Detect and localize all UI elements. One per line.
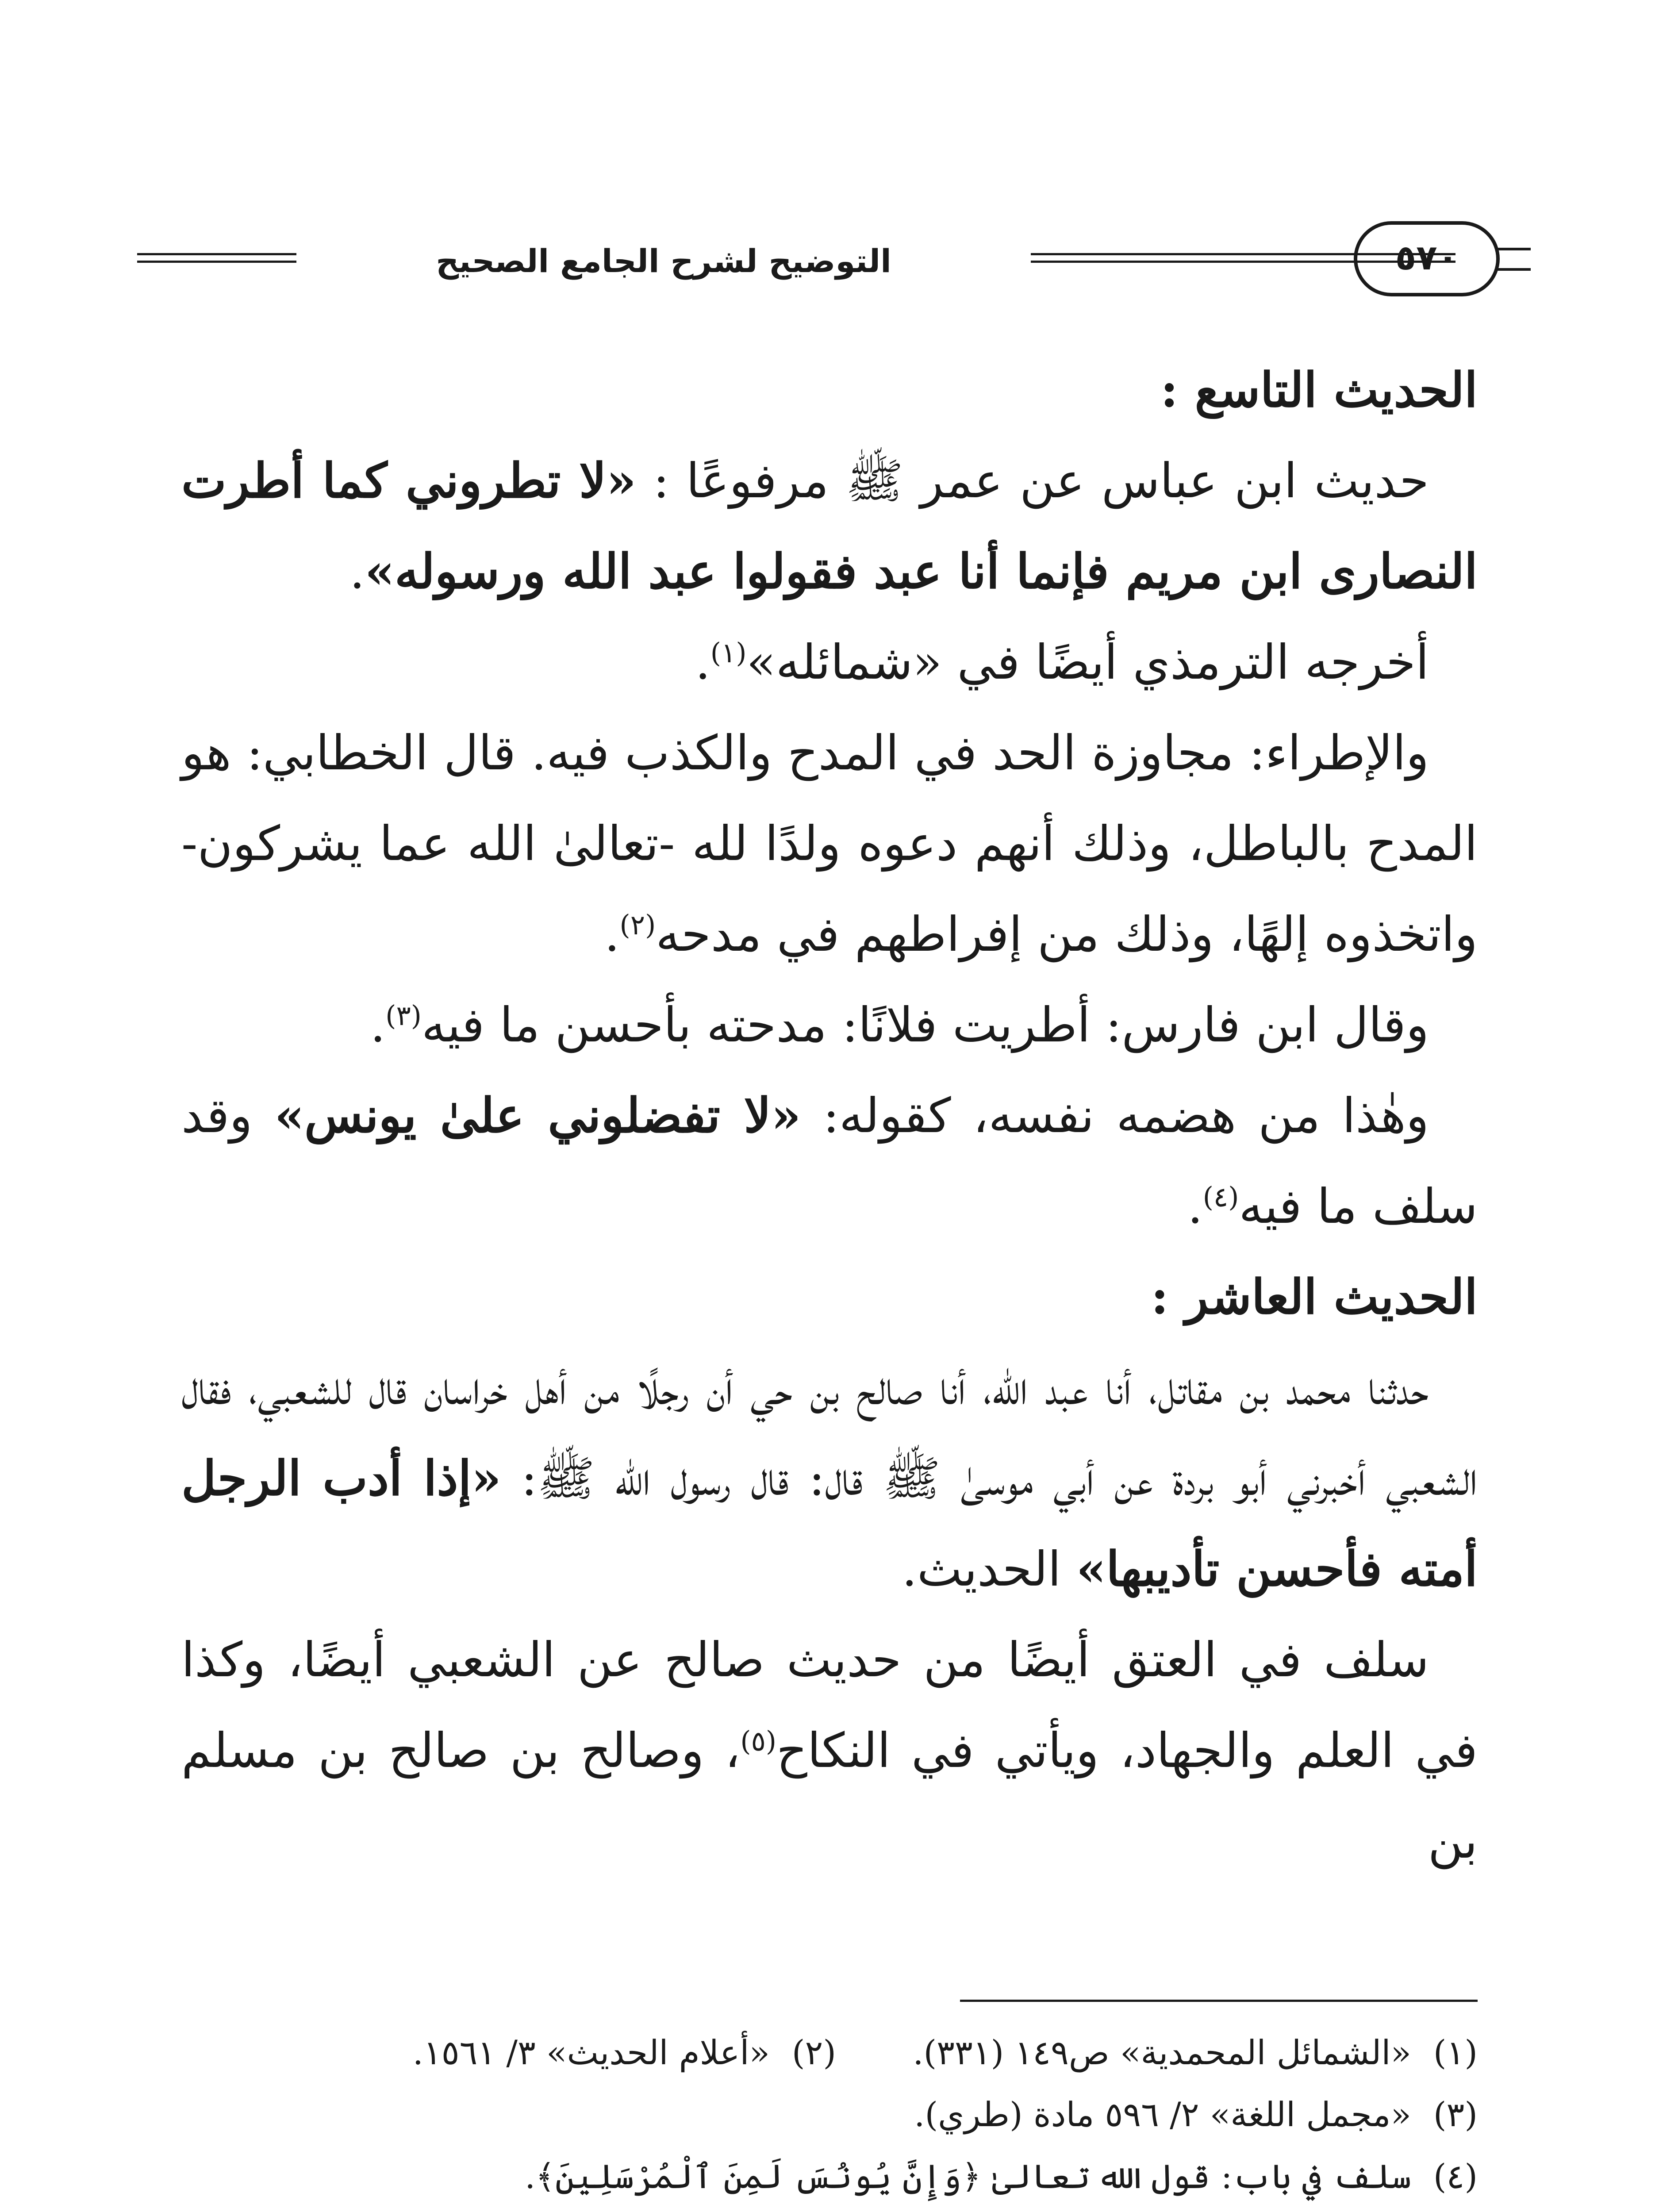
header-ornament [1495,248,1531,271]
footnote-4 [181,2146,1478,2208]
page-number: ٥٧٠ [1395,238,1459,278]
paragraph-text-tail: الحديث. [902,1542,1076,1597]
main-text [181,345,1478,1887]
footnote-number [1411,2208,1478,2212]
paragraph-hadith-ninth [181,436,1478,617]
paragraph-end: . [1187,1179,1203,1234]
paragraph-hadith-tenth [181,1343,1478,1615]
footnote-ref-3[interactable]: (٣) [385,999,422,1032]
footnote-text: سلف في باب: قول الله تعالىٰ ﴿وَإِنَّ يُونُسَ لَمِنَ ٱلْمُرْسَلِينَ﴾. [525,2157,1411,2196]
footnote-text: «الشمائل المحمدية» ص١٤٩ (٣٣١). [913,2033,1411,2072]
paragraph-text: سلف في العتق أيضًا من حديث صالح عن الشعبي أيضًا، وكذا في العلم والجهاد، ويأتي في النكاح [181,1632,1478,1778]
footnote-row-1-2 [181,2022,1478,2084]
paragraph-end: . [695,635,710,690]
footnote-text [181,2208,1411,2212]
paragraph-cross-references [181,1615,1478,1887]
footnote-number: (٤) [1433,2157,1478,2196]
footnote-text: «مجمل اللغة» ٢/ ٥٩٦ مادة (طري). [914,2095,1411,2134]
paragraph-text: وهٰذا من هضمه نفسه، كقوله: [801,1088,1429,1144]
paragraph-humility [181,1071,1478,1252]
footnote-text: «أعلام الحديث» ٣/ ١٥٦١. [412,2033,770,2072]
section-heading-ninth: الحديث التاسع : [1160,362,1478,418]
paragraph-text: أخرجه الترمذي أيضًا في «شمائله» [746,635,1429,690]
header-rule-left [137,253,296,263]
footnotes [181,2022,1478,2212]
paragraph-tirmidhi [181,617,1478,708]
paragraph-text: حديث ابن عباس عن عمر ﷺ مرفوعًا : [636,453,1429,509]
footnote-2 [413,2022,836,2084]
footnote-number: (١) [1433,2033,1478,2072]
paragraph-ibn-faris [181,980,1478,1071]
hadith-quote: «إذا أدب الرجل أمته فأحسن تأديبها» [181,1451,1478,1597]
paragraph-end: . [370,998,386,1053]
hadith-quote: «لا تطروني كما أطرت النصارى ابن مريم فإنما أنا عبد فقولوا عبد الله ورسوله» [181,453,1478,599]
running-header [133,221,1504,301]
footnote-ref-4[interactable]: (٤) [1202,1181,1239,1213]
footnote-ref-5[interactable]: (٥) [740,1725,777,1757]
footnote-number: (٣) [1433,2095,1478,2134]
paragraph-end: . [604,907,620,962]
footnote-ref-2[interactable]: (٢) [619,909,656,941]
hadith-quote: «لا تفضلوني علىٰ يونس» [274,1088,801,1144]
footnote-5 [181,2208,1478,2212]
running-title: التوضيح لشرح الجامع الصحيح [436,242,891,280]
paragraph-itra-definition [181,708,1478,980]
paragraph-end: . [349,544,365,599]
paragraph-text-tail: ، وصالح بن صالح بن مسلم بن [181,1723,1478,1869]
paragraph-text: حدثنا محمد بن مقاتل، أنا عبد الله، أنا صالح بن حي أن رجلًا من أهل خراسان قال للشعبي، فقال الشعبي أخبرني أبو بردة عن أبي موسىٰ ﷺ قال: قال رسول الله ﷺ: [181,1360,1478,1506]
footnote-1 [836,2022,1478,2084]
paragraph-text: والإطراء: مجاوزة الحد في المدح والكذب فيه. قال الخطابي: هو المدح بالباطل، وذلك أنهم دعوه ولدًا لله -تعالىٰ الله عما يشركون- واتخذوه إلهًا، وذلك من إفراطهم في مدحه [181,726,1478,962]
footnote-3 [181,2084,1478,2146]
paragraph-text: وقال ابن فارس: أطريت فلانًا: مدحته بأحسن ما فيه [421,998,1429,1053]
section-heading-tenth: الحديث العاشر : [1151,1269,1478,1325]
header-rule-right [1031,253,1455,263]
footnote-separator [960,2000,1478,2002]
footnote-ref-1[interactable]: (١) [710,637,747,669]
paragraph-text-tail: وقد سلف ما فيه [181,1088,1478,1234]
footnote-number: (٢) [791,2033,836,2072]
